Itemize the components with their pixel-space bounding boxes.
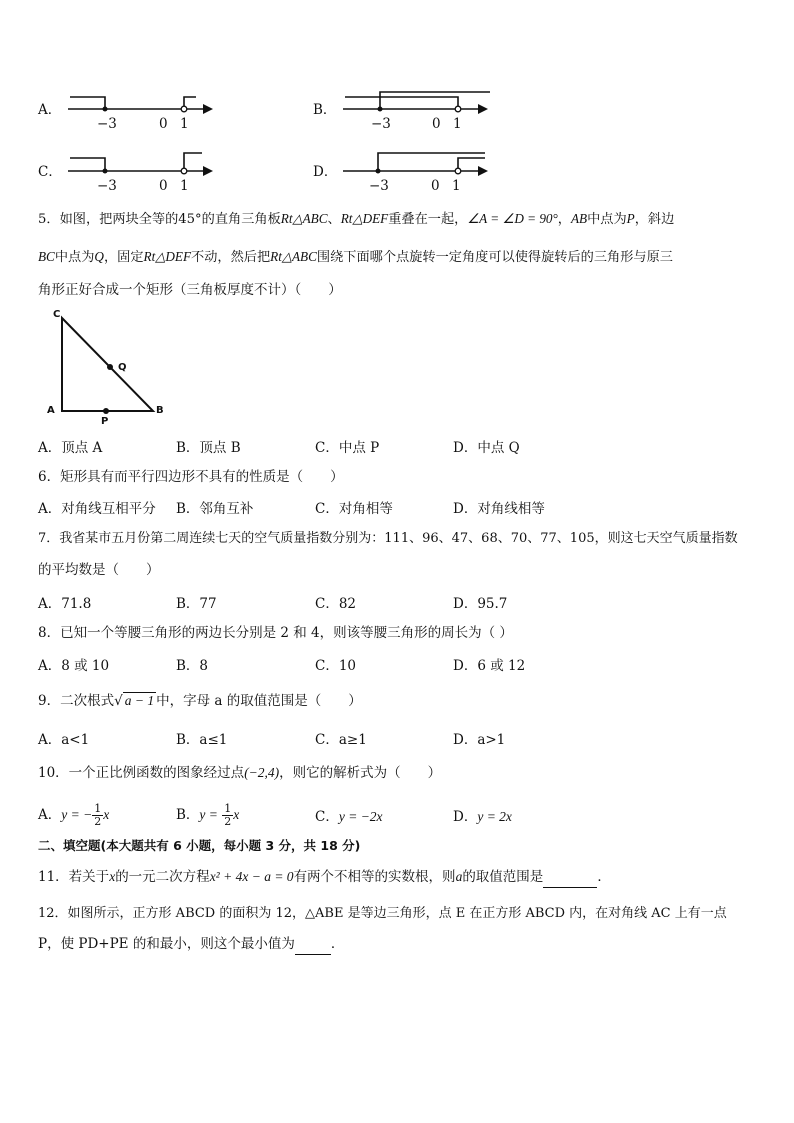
q6-option-c[interactable]: C．对角相等 [315, 501, 393, 517]
answer-blank[interactable] [295, 934, 331, 955]
q4-option-d-label: D． [313, 164, 338, 180]
q7-option-b[interactable]: B．77 [176, 596, 217, 612]
tick-label: −3 [97, 178, 117, 194]
q4-option-c-label: C． [38, 164, 62, 180]
q7-option-a[interactable]: A．71.8 [38, 596, 92, 612]
q12-stem-line1: 12．如图所示，正方形 ABCD 的面积为 12，△ABE 是等边三角形，点 E 在正方形 ABCD 内，在对角线 AC 上有一点 [38, 906, 727, 921]
q11-stem: 11．若关于x的一元二次方程x² + 4x − a = 0有两个不相等的实数根，则a的取值范围是 ． [38, 867, 611, 888]
tick-label: 1 [453, 116, 462, 132]
tick-label: 0 [431, 178, 440, 194]
q7-stem-line2: 的平均数是（ ） [38, 562, 160, 578]
answer-blank[interactable] [543, 867, 597, 888]
q5-stem-line3: 角形正好合成一个矩形（三角板厚度不计）（ ） [38, 282, 342, 298]
q10-option-b[interactable]: B．y = $\frac{1}{2}$ x [176, 802, 240, 828]
q8-option-a[interactable]: A．8 或 10 [38, 658, 110, 674]
tick-label: −3 [371, 116, 391, 132]
q9-option-c[interactable]: C．a≥1 [315, 732, 367, 748]
q9-option-a[interactable]: A．a<1 [38, 732, 90, 748]
tick-label: −3 [369, 178, 389, 194]
tick-label: 0 [159, 116, 168, 132]
tick-label: 1 [180, 116, 189, 132]
q8-option-d[interactable]: D．6 或 12 [453, 658, 526, 674]
tick-label: 0 [432, 116, 441, 132]
q9-option-b[interactable]: B．a≤1 [176, 732, 228, 748]
q4-option-d-numberline [343, 150, 493, 200]
q5-stem-line2: BC中点为Q，固定Rt△DEF不动，然后把Rt△ABC围绕下面哪个点旋转一定角度可以使得旋转后的三角形与原三 [38, 249, 673, 265]
q10-option-d[interactable]: D．y = 2x [453, 809, 512, 825]
section-heading: 二、填空题(本大题共有 6 小题，每小题 3 分，共 18 分) [38, 838, 361, 853]
figure-label-c: C [53, 309, 61, 320]
tick-label: 1 [180, 178, 189, 194]
q12-stem-line2: P，使 PD+PE 的和最小，则这个最小值为 ． [38, 934, 344, 955]
q4-option-b-label: B． [313, 102, 337, 118]
q6-option-b[interactable]: B．邻角互补 [176, 501, 254, 517]
q10-option-a[interactable]: A．y = − $\frac{1}{2}$ x [38, 802, 110, 828]
sqrt-sign-icon: √ [114, 693, 123, 709]
q9-option-d[interactable]: D．a>1 [453, 732, 506, 748]
q4-option-c-numberline [68, 150, 218, 200]
q6-option-d[interactable]: D．对角线相等 [453, 501, 545, 517]
tick-label: 0 [159, 178, 168, 194]
q7-stem-line1: 7．我省某市五月份第二周连续七天的空气质量指数分别为：111、96、47、68、70、77、105，则这七天空气质量指数 [38, 531, 738, 546]
q5-option-a[interactable]: A．顶点 A [38, 440, 103, 456]
q9-stem: 9．二次根式√ a − 1 中，字母 a 的取值范围是（ ） [38, 693, 362, 709]
q5-option-c[interactable]: C．中点 P [315, 440, 380, 456]
q5-stem-line1: 5．如图，把两块全等的45°的直角三角板Rt△ABC、Rt△DEF重叠在一起，∠A = ∠D = 90°，AB中点为P，斜边 [38, 211, 675, 227]
q5-option-d[interactable]: D．中点 Q [453, 440, 520, 456]
figure-label-b: B [156, 405, 164, 416]
q6-option-a[interactable]: A．对角线互相平分 [38, 501, 156, 517]
q10-option-c[interactable]: C．y = −2x [315, 809, 383, 825]
q8-stem: 8．已知一个等腰三角形的两边长分别是 2 和 4，则该等腰三角形的周长为（ ） [38, 625, 513, 641]
figure-label-q: Q [118, 362, 127, 373]
q6-stem: 6．矩形具有而平行四边形不具有的性质是（ ） [38, 469, 344, 485]
q7-option-c[interactable]: C．82 [315, 596, 357, 612]
q4-option-a-label: A． [38, 102, 62, 118]
q7-option-d[interactable]: D．95.7 [453, 596, 508, 612]
q5-option-b[interactable]: B．顶点 B [176, 440, 241, 456]
q4-option-b-numberline [343, 88, 493, 138]
q8-option-b[interactable]: B．8 [176, 658, 209, 674]
q8-option-c[interactable]: C．10 [315, 658, 357, 674]
q10-stem: 10．一个正比例函数的图象经过点(−2,4)，则它的解析式为（ ） [38, 765, 442, 781]
q4-option-a-numberline [68, 88, 218, 138]
figure-label-p: P [101, 416, 109, 427]
tick-label: 1 [452, 178, 461, 194]
figure-label-a: A [47, 405, 55, 416]
tick-label: −3 [97, 116, 117, 132]
